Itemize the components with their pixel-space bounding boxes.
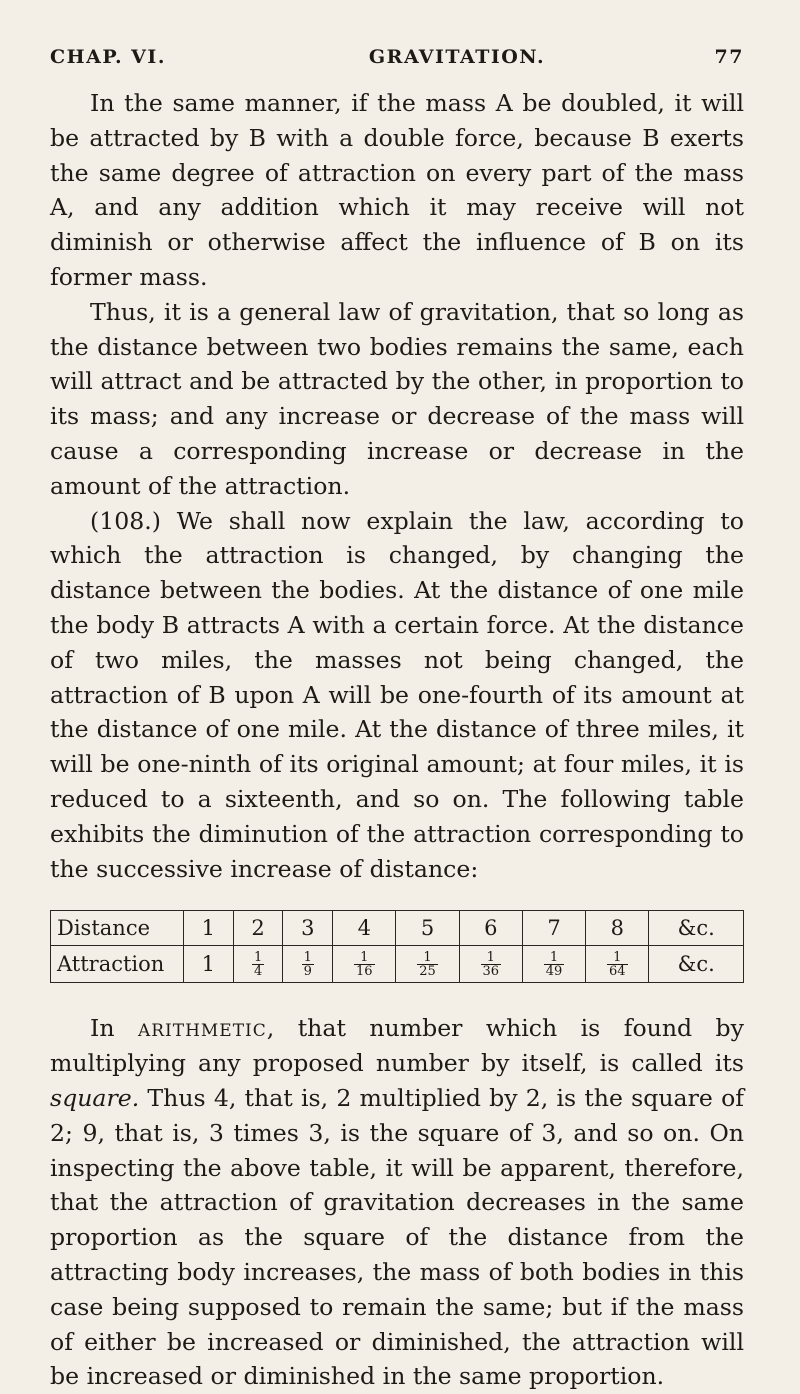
distance-cell: 8 <box>586 911 649 946</box>
attraction-cell <box>459 946 522 983</box>
paragraph-1: In the same manner, if the mass A be doubled, it will be attracted by B with a double force, because B exerts the same degree of attraction on every part of the mass A, and any addition which it may receive will not diminish or otherwise affect the influence of B on its former mass. <box>50 89 744 291</box>
attraction-cell <box>233 946 283 983</box>
distance-attraction-table <box>50 910 744 983</box>
paragraph-4 <box>50 1011 744 1394</box>
distance-cell: 7 <box>522 911 585 946</box>
arithmetic-term: arithmetic <box>137 1014 267 1043</box>
attraction-cell <box>283 946 333 983</box>
distance-cell: &c. <box>649 911 744 946</box>
fraction: $\frac{1}{64}$ <box>609 950 626 980</box>
distance-cell: 5 <box>396 911 459 946</box>
paragraph-4-lead: In <box>90 1014 138 1043</box>
fraction: $\frac{1}{4}$ <box>253 950 263 980</box>
attraction-row <box>51 946 744 983</box>
paragraph-4-part-a: , that number which is found by multiplying any proposed number by itself, is called its <box>50 1014 744 1078</box>
distance-cell: 4 <box>333 911 396 946</box>
running-header <box>50 46 744 68</box>
distance-row <box>51 911 744 946</box>
attraction-cell: &c. <box>649 946 744 983</box>
square-term: square. <box>50 1083 140 1112</box>
paragraph-4-part-b: Thus 4, that is, 2 multiplied by 2, is the square of 2; 9, that is, 3 times 3, is the square of 3, and so on. On inspecting the above table, it will be apparent, therefore, that the attraction of gravitation decreases in the same proportion as the square of the distance from the attracting body increases, the mass of both bodies in this case being supposed to remain the same; but if the mass of either be increased or diminished, the attraction will be increased or diminished in the same proportion. <box>50 1083 744 1391</box>
chapter-label: CHAP. VI. <box>50 46 166 68</box>
attraction-cell <box>586 946 649 983</box>
fraction: $\frac{1}{16}$ <box>356 950 373 980</box>
attraction-cell <box>522 946 585 983</box>
attraction-cell <box>396 946 459 983</box>
attraction-label: Attraction <box>51 946 184 983</box>
attraction-table-wrapper <box>50 910 744 983</box>
distance-cell: 3 <box>283 911 333 946</box>
page-number: 77 <box>714 46 744 68</box>
distance-cell: 2 <box>233 911 283 946</box>
paragraph-2: Thus, it is a general law of gravitation, that so long as the distance between two bodies remains the same, each will attract and be attracted by the other, in proportion to its mass; and any increase or decrease of the mass will cause a corresponding increase or decrease in the amount of the attraction. <box>50 297 744 500</box>
fraction: $\frac{1}{49}$ <box>545 950 563 980</box>
attraction-cell <box>333 946 396 983</box>
distance-cell: 1 <box>184 911 234 946</box>
running-title: GRAVITATION. <box>368 46 546 68</box>
fraction: $\frac{1}{25}$ <box>419 950 436 980</box>
attraction-cell: 1 <box>184 946 234 983</box>
fraction: $\frac{1}{36}$ <box>482 950 500 980</box>
paragraph-3: (108.) We shall now explain the law, according to which the attraction is changed, by changing the distance between the bodies. At the distance of one mile the body B attracts A with a certain force. At the distance of two miles, the masses not being changed, the attraction of B upon A will be one-fourth of its amount at the distance of one mile. At the distance of three miles, it will be one-ninth of its original amount; at four miles, it is reduced to a sixteenth, and so on. The following table exhibits the diminution of the attraction corresponding to the successive increase of distance: <box>50 506 744 883</box>
distance-label: Distance <box>51 911 184 946</box>
distance-cell: 6 <box>459 911 522 946</box>
fraction: $\frac{1}{9}$ <box>303 950 312 980</box>
